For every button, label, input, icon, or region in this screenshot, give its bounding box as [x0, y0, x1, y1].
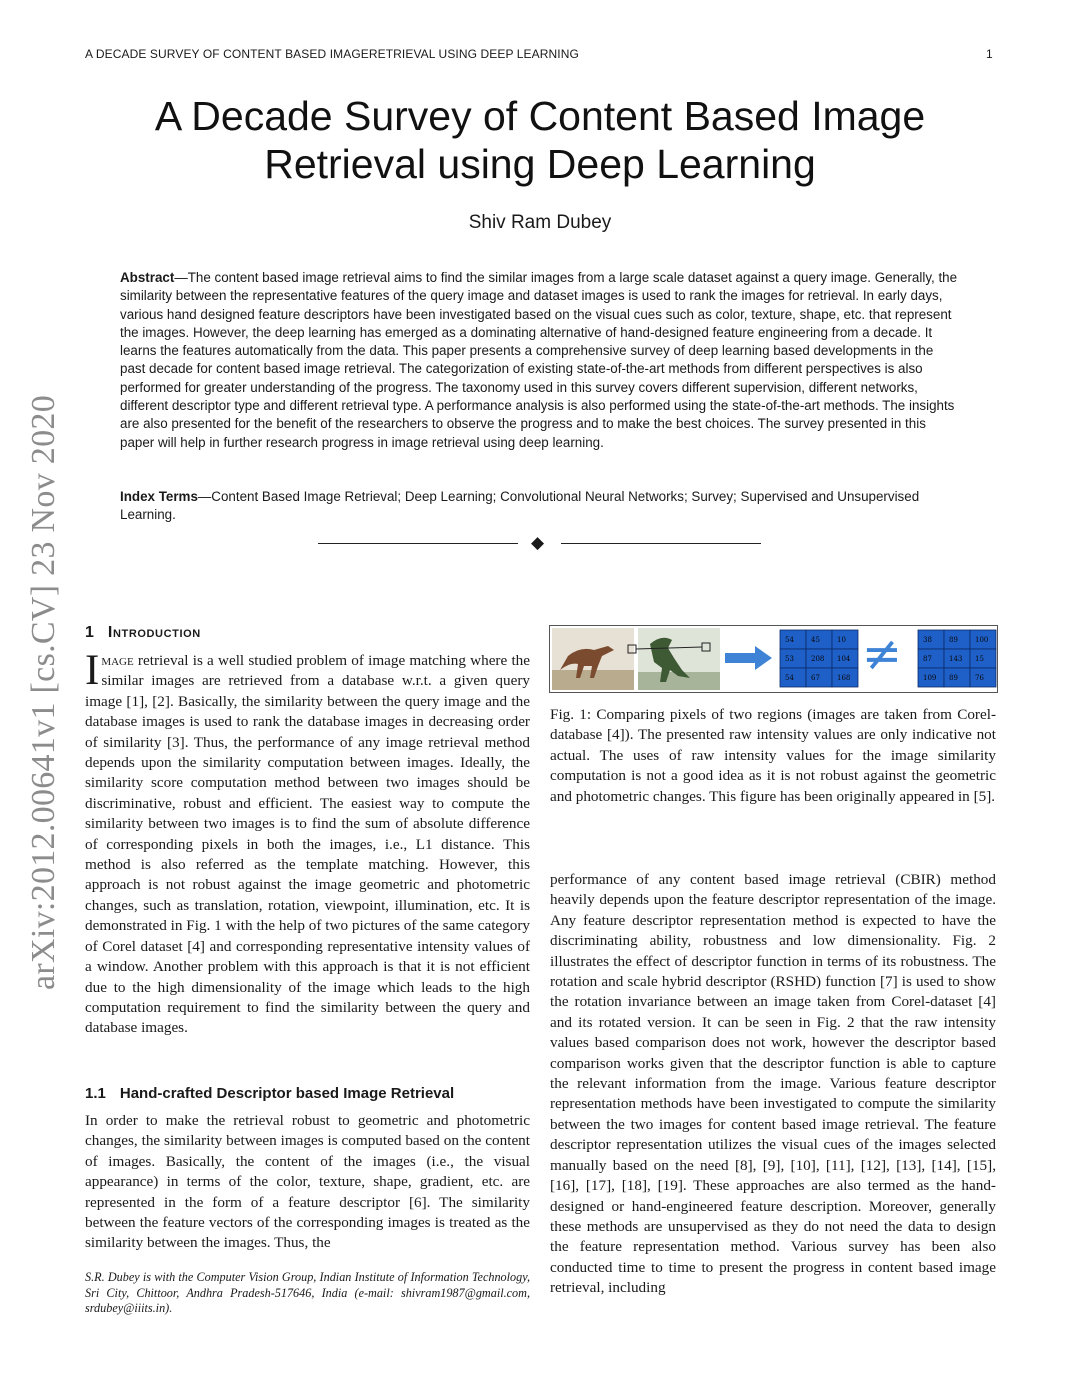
- page-number: 1: [986, 47, 993, 61]
- section-title: Introduction: [107, 624, 201, 641]
- grid-value: 76: [975, 674, 984, 682]
- subsection-paragraph: In order to make the retrieval robust to geometric and photometric changes, the similarity between images is computed based on the content of images. Basically, the content of the images (i.e., the visual appearance) in terms of the color, texture, shape, gradient, etc. are represented in the form of a feature descriptor [6]. The similarity between the feature vectors of the corresponding images is treated as the similarity between the images. Thus, the: [85, 1112, 530, 1252]
- author-name: Shiv Ram Dubey: [468, 212, 612, 233]
- grid-value: 38: [923, 636, 932, 644]
- subsection-title: Hand-crafted Descriptor based Image Retrieval: [119, 1085, 455, 1102]
- grid-value: 10: [837, 636, 846, 644]
- right-column-paragraph: performance of any content based image retrieval (CBIR) method heavily depends upon the feature descriptor representation of the image. Any feature descriptor representation method is expected to have the discriminating ability, robustness and low dimensionality. Fig. 2 illustrates the effect of descriptor function in terms of its robustness. The rotation and scale hybrid descriptor (RSHD) function [7] is used to show the rotation invariance between an image taken from Corel-dataset [4] and its rotated version. It can be seen in Fig. 2 that the raw intensity values based comparison does not work, however the descriptor based comparison works given that the descriptor function is able to capture the relevant information from the image. Various feature descriptor representation methods have been investigated to compute the similarity between the two images for content based image retrieval. The feature descriptor representation utilizes the visual cues of the images selected manually based on the need [8], [9], [10], [11], [12], [13], [14], [15], [16], [17], [18], [19]. These approaches are also termed as the hand-designed or hand-engineered feature description. Moreover, generally these methods are unsupervised as they do not need the data to design the feature representation method. Various survey has been also conducted time to time to present the progress in content based image retrieval, including: [550, 871, 996, 1297]
- grid-value: 54: [785, 674, 794, 682]
- paper-title: [100, 92, 980, 188]
- figure-1-graphic: [550, 626, 997, 692]
- arxiv-stamp: arXiv:2012.00641v1 [cs.CV] 23 Nov 2020: [25, 394, 62, 990]
- divider-left: [318, 543, 518, 544]
- figure-1-caption: Fig. 1: Comparing pixels of two regions (images are taken from Corel-database [4]). The presented raw intensity values are only indicative not actual. The uses of raw intensity values for the image similarity computation is not a good idea as it is not robust against the geometric and photometric changes. This figure has been originally appeared in [5].: [550, 706, 996, 805]
- intro-text: retrieval is a well studied problem of image matching where the similar images are retrieved from a database w.r.t. a given query image [1], [2]. Basically, the similarity between the query image and the database images is used to rank the database images in decreasing order of similarity [3]. Thus, the performance of any image retrieval method depends upon the similarity computation between images. Ideally, the similarity score computation method between two images should be discriminative, robust and efficient. The easiest way to compute the similarity between two images is to find the sum of absolute difference of corresponding pixels in both the images, i.e., L1 distance. This method is also referred as the template matching. However, this approach is not robust against the image geometric and photometric changes, such as translation, rotation, viewpoint, illumination, etc. It is demonstrated in Fig. 1 with the help of two pictures of the same category of Corel dataset [4] and corresponding representative intensity values of a window. Another problem with this approach is that it is not efficient due to the high dimensionality of the image which leads to the high computation requirement to find the similarity between the query and database images.: [85, 652, 530, 1037]
- subsection-heading: [85, 1085, 454, 1102]
- figure-1: [549, 625, 998, 693]
- grid-value: 53: [785, 655, 794, 663]
- index-terms-text: —Content Based Image Retrieval; Deep Learning; Convolutional Neural Networks; Survey; Supervised and Unsupervised Learning.: [120, 489, 920, 523]
- abstract-text: —The content based image retrieval aims to find the similar images from a large scale dataset against a query image. Generally, the similarity between the representative features of the query image and dataset images is used to rank the images for retrieval. In early days, various hand designed feature descriptors have been investigated based on the visual cues such as color, texture, shape, etc. that represent the images. However, the deep learning has emerged as a dominating alternative of hand-designed feature engineering from a decade. It learns the features automatically from the data. This paper presents a comprehensive survey of deep learning based developments in the past decade for content based image retrieval. The categorization of existing state-of-the-art methods from different perspectives is also performed for greater understanding of the progress. The taxonomy used in this survey covers different supervision, different networks, different descriptor type and different retrieval type. A performance analysis is also performed using the state-of-the-art methods. The insights are also presented for the benefit of the researchers to observe the progress and to make the best choices. The survey presented in this paper will help in further research progress in image retrieval using deep learning.: [120, 270, 958, 450]
- grid-value: 89: [949, 636, 958, 644]
- index-terms: [120, 488, 960, 525]
- footnote: S.R. Dubey is with the Computer Vision Group, Indian Institute of Information Technology, Sri City, Chittoor, Andhra Pradesh-517646, India (e-mail: shivram1987@gmail.com, srdubey@iiits.in).: [85, 1270, 530, 1315]
- grid-value: 100: [975, 636, 989, 644]
- grid-value: 109: [923, 674, 937, 682]
- grid-value: 15: [975, 655, 984, 663]
- title-line-1: A Decade Survey of Content Based Image: [154, 93, 926, 139]
- divider-right: [561, 543, 761, 544]
- dinosaur-image-left: [552, 628, 634, 690]
- section-heading: [85, 624, 201, 642]
- grid-value: 45: [811, 636, 820, 644]
- divider-diamond-icon: ◆: [531, 533, 545, 552]
- title-line-2: Retrieval using Deep Learning: [264, 141, 816, 187]
- section-number: 1: [85, 624, 94, 641]
- intensity-grid-right: [918, 630, 996, 687]
- running-header: A DECADE SURVEY OF CONTENT BASED IMAGERETRIEVAL USING DEEP LEARNING: [85, 47, 579, 61]
- grid-value: 67: [811, 674, 820, 682]
- grid-value: 143: [949, 655, 963, 663]
- subsection-number: 1.1: [85, 1085, 106, 1102]
- arrow-icon: [725, 646, 772, 670]
- intro-small-caps: mage: [101, 652, 134, 669]
- grid-value: 168: [837, 674, 851, 682]
- abstract-label: Abstract: [120, 270, 175, 285]
- intro-paragraph: [85, 647, 530, 1039]
- intensity-grid-left: [780, 630, 858, 687]
- drop-cap: I: [85, 647, 100, 694]
- grid-value: 87: [923, 655, 932, 663]
- abstract: [120, 269, 960, 452]
- not-equal-icon: ≠: [861, 626, 903, 682]
- grid-value: 104: [837, 655, 851, 663]
- grid-value: 89: [949, 674, 958, 682]
- grid-value: 54: [785, 636, 794, 644]
- index-terms-label: Index Terms: [120, 489, 198, 504]
- dinosaur-image-right: [638, 628, 720, 690]
- grid-value: 208: [811, 655, 825, 663]
